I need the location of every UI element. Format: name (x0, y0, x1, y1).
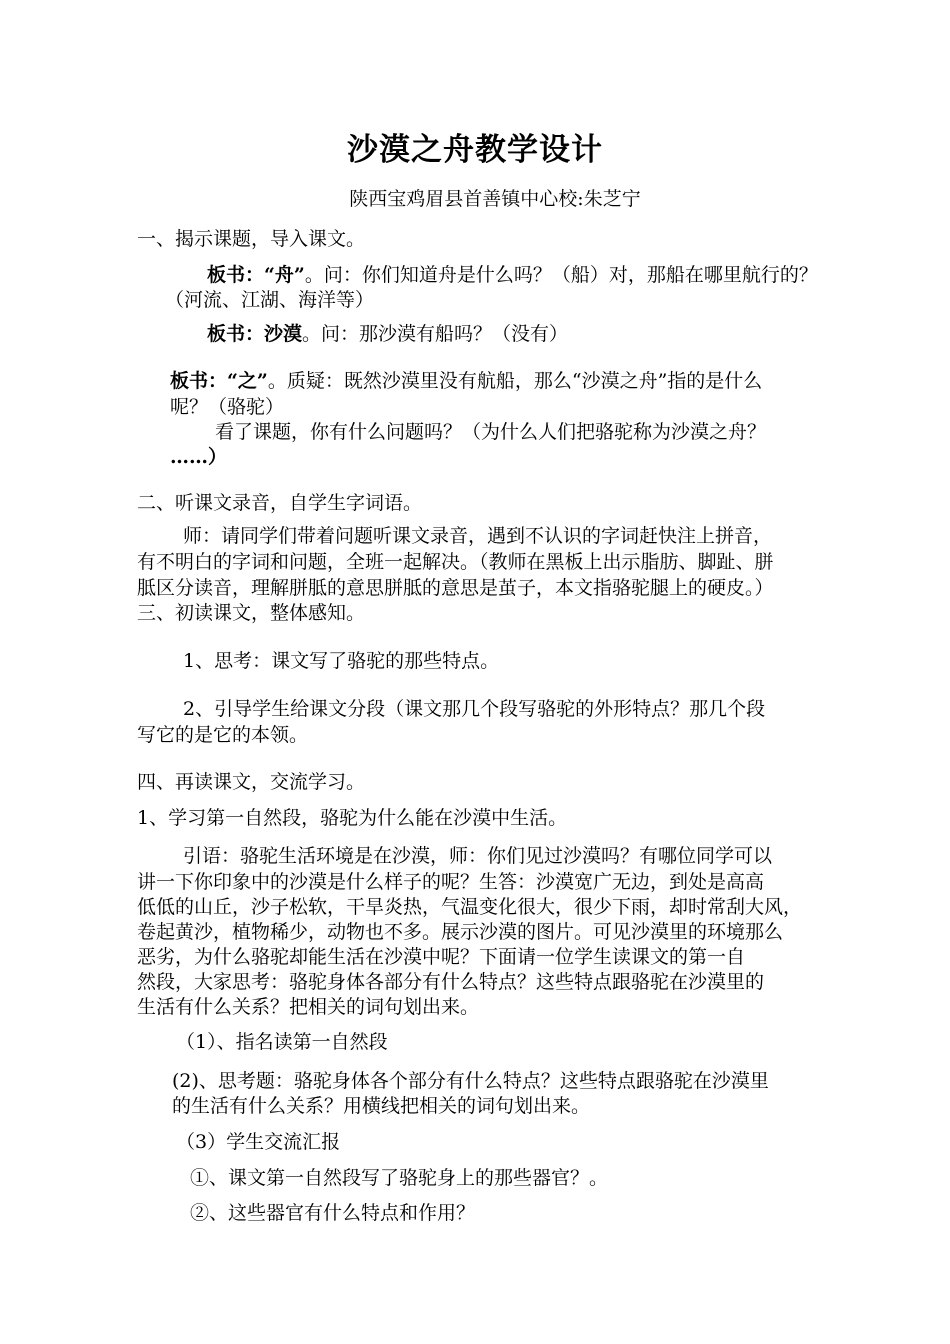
blackboard-1-text: 。问：你们知道舟是什么吗？（船）对，那船在哪里航行的？ (304, 264, 818, 286)
section-4-item-1: 1、学习第一自然段，骆驼为什么能在沙漠中生活。 (137, 807, 568, 829)
circled-item-1: ①、课文第一自然段写了骆驼身上的那些器官？。 (190, 1167, 609, 1189)
section-3-item-2: 2、引导学生给课文分段（课文那几个段写骆驼的外形特点？那几个段 (183, 698, 766, 720)
blackboard-3 (170, 368, 762, 394)
blackboard-2-label: 板书：沙漠 (207, 323, 303, 345)
blackboard-3-text: 。质疑：既然沙漠里没有航船，那么“沙漠之舟”指的是什么 (267, 370, 763, 392)
sub-item-3: （3）学生交流汇报 (176, 1131, 341, 1153)
section-3-item-2-cont: 写它的是它的本领。 (137, 724, 309, 746)
document-title: 沙漠之舟教学设计 (347, 132, 603, 168)
section-2-heading: 二、听课文录音，自学生字词语。 (137, 492, 423, 514)
section-4-para-line-5: 恶劣，为什么骆驼却能生活在沙漠中呢？下面请一位学生读课文的第一自 (137, 946, 746, 968)
circled-item-2: ②、这些器官有什么特点和作用？ (190, 1202, 476, 1224)
section-4-para-line-2: 讲一下你印象中的沙漠是什么样子的呢？生答：沙漠宽广无边，到处是高高 (137, 871, 765, 893)
section-4-para-line-3: 低低的山丘，沙子松软，干旱炎热，气温变化很大，很少下雨，却时常刮大风， (137, 896, 803, 918)
blackboard-2 (207, 321, 568, 347)
section-2-para-line-3: 胝区分读音，理解胼胝的意思胼胝的意思是茧子，本文指骆驼腿上的硬皮。） (137, 577, 774, 599)
question-line-cont: ……） (170, 446, 228, 468)
author-line: 陕西宝鸡眉县首善镇中心校:朱芝宁 (349, 188, 641, 210)
section-4-para-line-7: 生活有什么关系？把相关的词句划出来。 (137, 996, 480, 1018)
section-1-heading: 一、揭示课题，导入课文。 (137, 228, 366, 250)
section-4-para-line-6: 然段，大家思考：骆驼身体各部分有什么特点？这些特点跟骆驼在沙漠里的 (137, 971, 765, 993)
blackboard-1-cont: （河流、江湖、海洋等） (165, 289, 375, 311)
section-4-heading: 四、再读课文，交流学习。 (137, 771, 366, 793)
section-2-para-line-2: 有不明白的字词和问题，全班一起解决。（教师在黑板上出示脂肪、脚趾、胼 (137, 551, 774, 573)
section-4-para-line-4: 卷起黄沙，植物稀少，动物也不多。展示沙漠的图片。可见沙漠里的环境那么 (137, 921, 784, 943)
section-2-para-line-1: 师：请同学们带着问题听课文录音，遇到不认识的字词赶快注上拼音， (183, 525, 773, 547)
section-3-heading: 三、初读课文，整体感知。 (137, 602, 366, 624)
blackboard-3-cont: 呢？（骆驼） (170, 396, 285, 418)
blackboard-3-label: 板书：“之” (170, 370, 268, 392)
section-3-item-1: 1、思考：课文写了骆驼的那些特点。 (183, 650, 500, 672)
sub-item-1: （1）、指名读第一自然段 (176, 1031, 388, 1053)
sub-item-2-cont: 的生活有什么关系？用横线把相关的词句划出来。 (172, 1095, 591, 1117)
blackboard-1-label: 板书：“舟” (207, 264, 305, 286)
blackboard-1 (207, 262, 818, 288)
question-line: 看了课题，你有什么问题吗？（为什么人们把骆驼称为沙漠之舟？ (215, 421, 767, 443)
blackboard-2-text: 。问：那沙漠有船吗？（没有） (302, 323, 569, 345)
sub-item-2: (2)、思考题：骆驼身体各个部分有什么特点？这些特点跟骆驼在沙漠里 (172, 1070, 769, 1092)
section-4-para-line-1: 引语：骆驼生活环境是在沙漠，师：你们见过沙漠吗？有哪位同学可以 (183, 845, 773, 867)
